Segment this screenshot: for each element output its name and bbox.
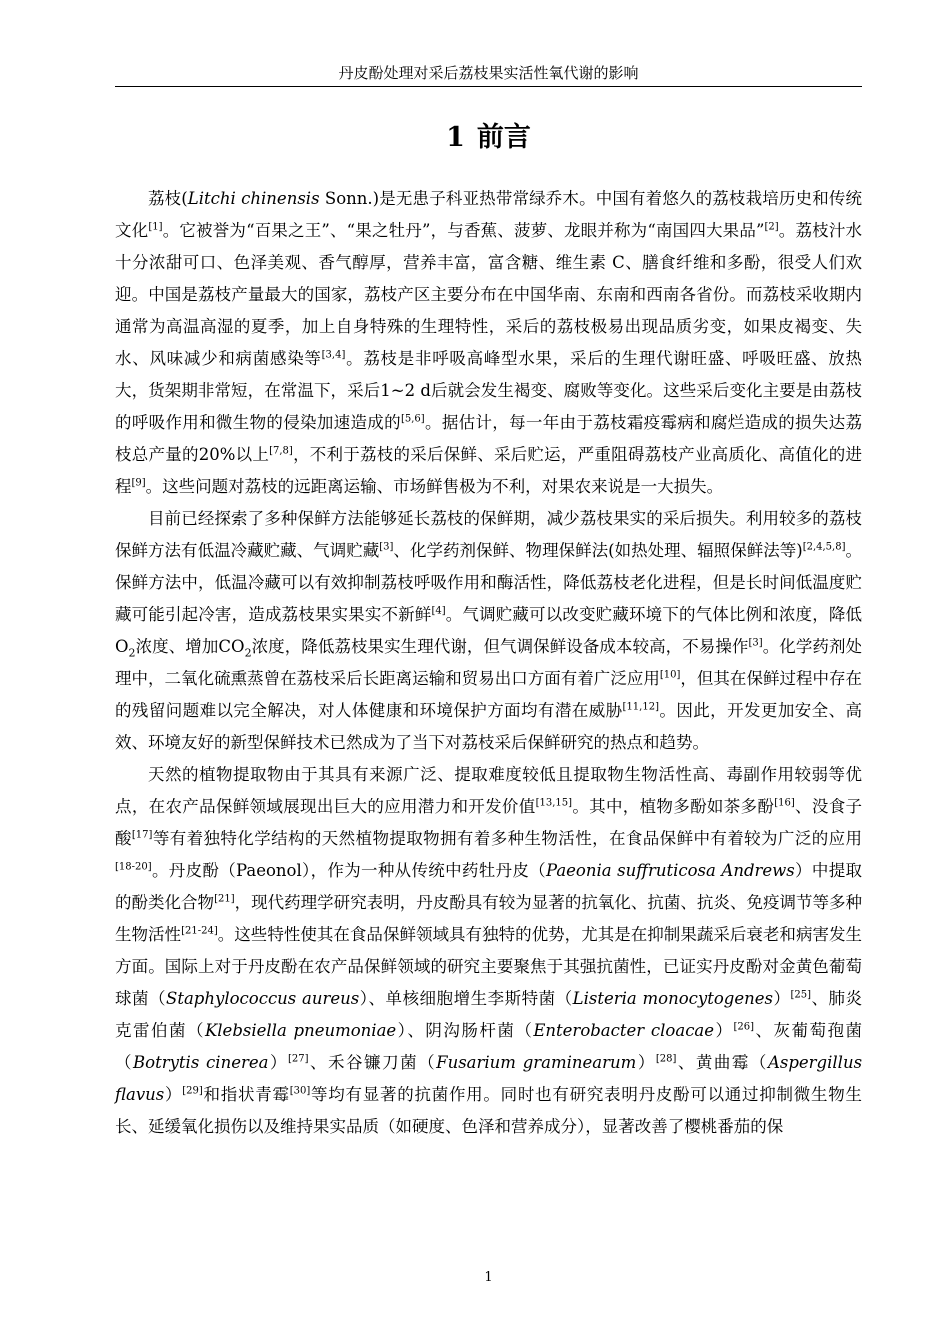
text-run: ） [714, 1021, 734, 1040]
citation: [11,12] [622, 701, 659, 713]
text-run: ） [268, 1053, 288, 1072]
text-run: 浓度，降低荔枝果实生理代谢，但气调保鲜设备成本较高，不易操作 [251, 637, 749, 656]
text-run: 、没食子酸 [115, 797, 863, 848]
text-run: 、肺炎克雷伯菌（ [115, 989, 863, 1040]
chapter-heading [115, 116, 862, 160]
text-run: 。其中，植物多酚如茶多酚 [572, 797, 775, 816]
text-run: 、禾谷镰刀菌（ [308, 1053, 437, 1072]
text-run: 、化学药剂保鲜、物理保鲜法(如热处理、辐照保鲜法等) [393, 541, 803, 560]
latin-name: Enterobacter cloacae [533, 1021, 715, 1040]
citation: [21-24] [181, 925, 218, 937]
text-run: 、黄曲霉（ [676, 1053, 768, 1072]
latin-name: Botrytis cinerea [133, 1053, 269, 1072]
header-divider [115, 86, 862, 87]
text-run: ） [772, 989, 791, 1008]
subscript: 2 [128, 646, 136, 660]
citation: [9] [131, 477, 146, 489]
latin-name: Aspergillus flavus [115, 1053, 863, 1104]
citation: [26] [733, 1021, 755, 1033]
latin-name: Paeonia suffruticosa Andrews [545, 861, 795, 880]
text-run: 。因此，开发更加安全、高效、环境友好的新型保鲜技术已然成为了当下对荔枝采后保鲜研究的热点和趋势。 [115, 701, 863, 752]
text-run: 等有着独特化学结构的天然植物提取物拥有着多种生物活性，在食品保鲜中有着较为广泛的应用 [152, 829, 863, 848]
text-run: 。荔枝汁水十分浓甜可口、色泽美观、香气醇厚，营养丰富，富含糖、维生素 C、膳食纤维和多酚，很受人们欢迎。中国是荔枝产量最大的国家，荔枝产区主要分布在中国华南、东南和西南各省份。而荔枝采收期内通常为高温高湿的夏季，加上自身特殊的生理特性，采后的荔枝极易出现品质劣变，如果皮褐变、失水、风味减少和病菌感染等 [115, 221, 862, 368]
citation: [25] [790, 989, 812, 1001]
citation: [3] [379, 541, 394, 553]
text-run: 。丹皮酚（Paeonol），作为一种从传统中药牡丹皮（ [151, 861, 546, 880]
latin-name: Listeria monocytogenes [572, 989, 773, 1008]
citation: [16] [774, 797, 795, 809]
text-run: 。这些问题对荔枝的远距离运输、市场鲜售极为不利，对果农来说是一大损失。 [145, 477, 724, 496]
citation: [2] [764, 221, 779, 233]
paragraph [115, 503, 862, 759]
subscript: 2 [244, 646, 252, 660]
citation: [29] [182, 1085, 203, 1097]
text-run: ） [636, 1053, 656, 1072]
citation: [4] [431, 605, 446, 617]
citation: [28] [655, 1053, 677, 1065]
text-run: 。化学药剂处理中，二氧化硫熏蒸曾在荔枝采后长距离运输和贸易出口方面有着广泛应用 [115, 637, 863, 688]
latin-name: Litchi chinensis [187, 189, 320, 208]
text-run: 浓度、增加CO [135, 637, 245, 656]
citation: [3] [748, 637, 763, 649]
text-run: 和指状青霉 [202, 1085, 290, 1104]
citation: [30] [289, 1085, 311, 1097]
text-run: 荔枝( [148, 189, 188, 208]
citation: [27] [287, 1053, 309, 1065]
text-run: 等均有显著的抗菌作用。同时也有研究表明丹皮酚可以通过抑制微生物生长、延缓氧化损伤以及维持果实品质（如硬度、色泽和营养成分），显著改善了樱桃番茄的保 [115, 1085, 863, 1136]
text-run: ，不利于荔枝的采后保鲜、采后贮运，严重阻碍荔枝产业高质化、高值化的进程 [115, 445, 862, 496]
paragraph [115, 183, 862, 503]
latin-name: Staphylococcus aureus [166, 989, 360, 1008]
text-run: 。据估计，每一年由于荔枝霜疫霉病和腐烂造成的损失达荔枝总产量的20%以上 [115, 413, 863, 464]
citation: [3,4] [321, 349, 346, 361]
text-run: 天然的植物提取物由于其具有来源广泛、提取难度较低且提取物生物活性高、毒副作用较弱等优点，在农产品保鲜领域展现出巨大的应用潜力和开发价值 [115, 765, 862, 816]
text-run: 。这些特性使其在食品保鲜领域具有独特的优势，尤其是在抑制果蔬采后衰老和病害发生方面。国际上对于丹皮酚在农产品保鲜领域的研究主要聚焦于其强抗菌性，已证实丹皮酚对金黄色葡萄球菌（ [115, 925, 863, 1008]
text-run: ）中提取的酚类化合物 [115, 861, 863, 912]
paragraph [115, 759, 862, 1143]
text-run: ） [164, 1085, 183, 1104]
text-run: 目前已经探索了多种保鲜方法能够延长荔枝的保鲜期，减少荔枝果实的采后损失。利用较多的荔枝保鲜方法有低温冷藏贮藏、气调贮藏 [115, 509, 862, 560]
running-header: 丹皮酚处理对采后荔枝果实活性氧代谢的影响 [338, 64, 639, 82]
latin-name: Fusarium graminearum [436, 1053, 637, 1072]
citation: [18-20] [115, 861, 152, 873]
text-run: 。荔枝是非呼吸高峰型水果，采后的生理代谢旺盛、呼吸旺盛、放热大，货架期非常短，在常温下，采后1~2 d后就会发生褐变、腐败等变化。这些采后变化主要是由荔枝的呼吸作用和微生物的侵染加速造成的 [115, 349, 863, 432]
page-number: 1 [484, 1270, 493, 1285]
text-run: 。保鲜方法中，低温冷藏可以有效抑制荔枝呼吸作用和酶活性，降低荔枝老化进程，但是长时间低温度贮藏可能引起冷害，造成荔枝果实果实不新鲜 [115, 541, 863, 624]
text-run: 。气调贮藏可以改变贮藏环境下的气体比例和浓度，降低O [115, 605, 863, 656]
body-text [115, 183, 862, 1143]
text-run: 。它被誉为“百果之王”、“果之牡丹”，与香蕉、菠萝、龙眼并称为“南国四大果品” [162, 221, 765, 240]
citation: [1] [148, 221, 163, 233]
text-run: ，但其在保鲜过程中存在的残留问题难以完全解决，对人体健康和环境保护方面均有潜在威胁 [115, 669, 863, 720]
chapter-title: 前言 [476, 122, 531, 153]
citation: [10] [659, 669, 681, 681]
latin-name: Klebsiella pneumoniae [204, 1021, 397, 1040]
citation: [17] [131, 829, 153, 841]
text-run: 、灰葡萄孢菌（ [115, 1021, 863, 1072]
text-run: ）、单核细胞增生李斯特菌（ [359, 989, 573, 1008]
citation: [13,15] [535, 797, 572, 809]
text-run: Sonn.)是无患子科亚热带常绿乔木。中国有着悠久的荔枝栽培历史和传统文化 [115, 189, 862, 240]
chapter-number: 1 [446, 122, 465, 153]
citation: [2,4,5,8] [802, 541, 846, 553]
citation: [7,8] [269, 445, 293, 457]
citation: [21] [214, 893, 235, 905]
text-run: ）、阴沟肠杆菌（ [396, 1021, 534, 1040]
text-run: ，现代药理学研究表明，丹皮酚具有较为显著的抗氧化、抗菌、抗炎、免疫调节等多种生物活性 [115, 893, 863, 944]
citation: [5,6] [400, 413, 425, 425]
